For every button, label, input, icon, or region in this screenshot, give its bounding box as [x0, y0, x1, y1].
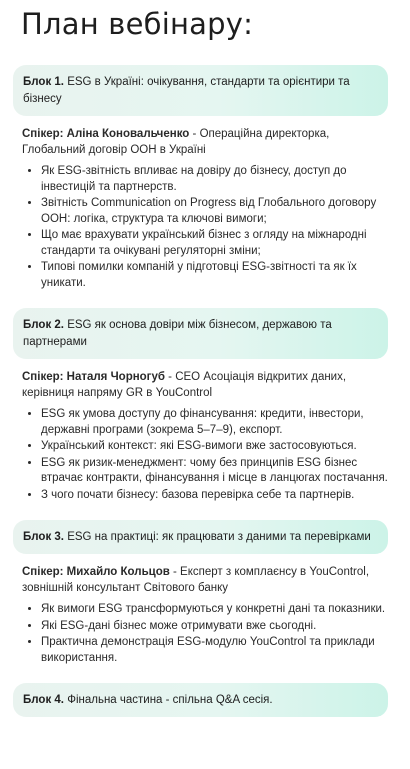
block-1-bullets — [13, 164, 388, 291]
block-1 — [13, 65, 388, 291]
block-4-header — [13, 683, 388, 717]
list-item: • ESG як ризик-менеджмент: чому без принципів ESG бізнес втрачає контракти, фінансування і місце в ланцюгах постачання. — [41, 456, 388, 487]
block-2-bullets — [13, 407, 388, 503]
block-3-title: ESG на практиці: як працювати з даними та перевірками — [64, 531, 371, 543]
list-item: • ESG як умова доступу до фінансування: кредити, інвестори, державні програми (зокрема 5–7–9), експорт. — [41, 407, 388, 438]
block-1-header — [13, 65, 388, 116]
block-2-speaker — [22, 369, 382, 401]
list-item: • Український контекст: які ESG-вимоги вже застосовуються. — [41, 439, 388, 455]
block-2-label: Блок 2. — [23, 319, 64, 331]
block-1-speaker-name: Спікер: Аліна Коновальченко — [22, 128, 190, 140]
block-3-header — [13, 520, 388, 554]
block-2-title: ESG як основа довіри між бізнесом, державою та партнерами — [23, 319, 332, 348]
block-4 — [13, 683, 388, 717]
list-item: • Які ESG-дані бізнес може отримувати вже сьогодні. — [41, 619, 388, 635]
block-4-label: Блок 4. — [23, 694, 64, 706]
block-3 — [13, 520, 388, 666]
block-3-label: Блок 3. — [23, 531, 64, 543]
block-1-speaker-desc: - Операційна директорка, Глобальний договір ООН в Україні — [22, 128, 330, 156]
block-3-speaker-desc: - Експерт з комплаєнсу в YouControl, зовнішній консультант Світового банку — [22, 566, 370, 594]
page-title: План вебінару: — [21, 7, 254, 41]
block-1-title: ESG в Україні: очікування, стандарти та орієнтири та бізнесу — [23, 76, 350, 105]
block-1-label: Блок 1. — [23, 76, 64, 88]
block-2-header — [13, 308, 388, 359]
block-3-bullets — [13, 602, 388, 666]
block-2-speaker-name: Спікер: Наталя Чорногуб — [22, 371, 165, 383]
list-item: • Звітність Communication on Progress від Глобального договору ООН: логіка, структура та ключові вимоги; — [41, 196, 388, 227]
list-item: • Як ESG-звітність впливає на довіру до бізнесу, доступ до інвестицій та партнерств. — [41, 164, 388, 195]
list-item: • Типові помилки компаній у підготовці ESG-звітності та як їх уникати. — [41, 260, 388, 291]
block-3-speaker-name: Спікер: Михайло Кольцов — [22, 566, 170, 578]
list-item: • Як вимоги ESG трансформуються у конкретні дані та показники. — [41, 602, 388, 618]
block-4-title: Фінальна частина - спільна Q&A сесія. — [64, 694, 273, 706]
list-item: • З чого почати бізнесу: базова перевірка себе та партнерів. — [41, 488, 388, 504]
block-2 — [13, 308, 388, 503]
list-item: • Що має врахувати український бізнес з огляду на міжнародні стандарти та очікувані регуляторні зміни; — [41, 228, 388, 259]
block-1-speaker — [22, 126, 382, 158]
block-2-speaker-desc: - CEO Асоціація відкритих даних, керівниця напряму GR в YouControl — [22, 371, 347, 399]
list-item: • Практична демонстрація ESG-модулю YouControl та приклади використання. — [41, 635, 388, 666]
block-3-speaker — [22, 564, 382, 596]
